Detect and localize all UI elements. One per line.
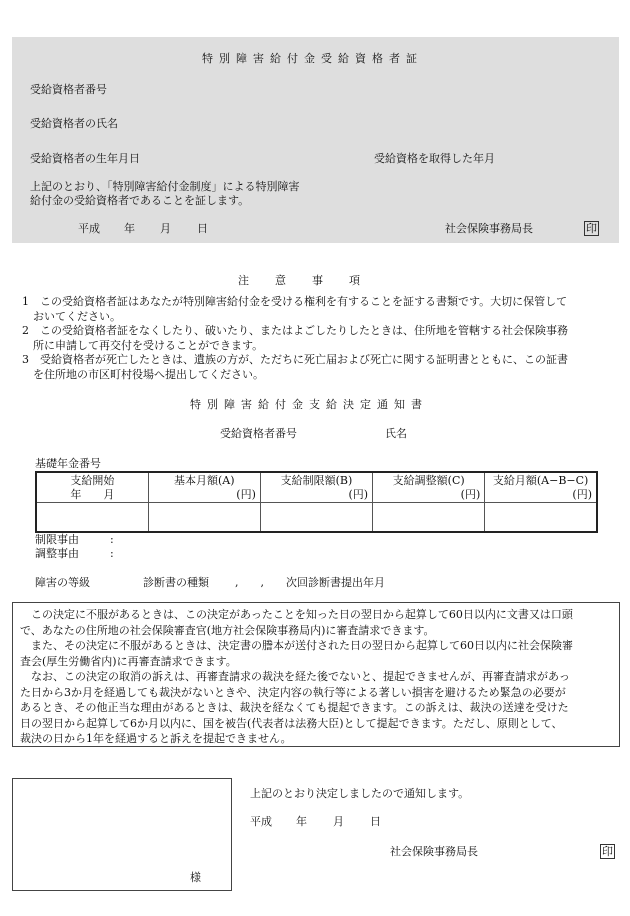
- footer-month: 月: [333, 815, 344, 828]
- appeal-line: 日の翌日から起算して6か月以内に、国を被告(代表者は法務大臣)として提起できます。ただし、原則として、: [20, 716, 563, 730]
- diagnosis-separator: , ,: [235, 576, 264, 589]
- column-basic: 基本月額(A) (円): [148, 472, 260, 503]
- colon: :: [110, 547, 114, 560]
- column-monthly: 支給月額(A−B−C) (円): [485, 472, 597, 503]
- column-restriction: 支給制限額(B) (円): [260, 472, 372, 503]
- note-line: 2 この受給資格者証をなくしたり、破いたり、またはよごしたりしたときは、住所地を管轄する社会保険事務: [22, 324, 568, 337]
- notes-title: 注意事項: [238, 274, 386, 287]
- appeal-line: なお、この決定の取消の訴えは、再審査請求の裁決を経た後でないと、提起できませんが、再審査請求があっ: [20, 670, 570, 683]
- appeal-line: 裁決の日から1年を経過すると訴えを提起できません。: [20, 732, 292, 745]
- table-row: [36, 503, 597, 532]
- appeal-line: 査会(厚生労働省内)に再審査請求できます。: [20, 654, 237, 668]
- issuer: 社会保険事務局長: [445, 222, 533, 235]
- appeal-line: また、その決定に不服があるときは、決定書の謄本が送付された日の翌日から起算して60日以内に社会保険審: [20, 639, 573, 652]
- grade-label: 障害の等級: [35, 576, 90, 589]
- note-line: 所に申請して再交付を受けることができます。: [22, 338, 264, 352]
- table-header-row: [36, 472, 597, 503]
- appeal-line: た日から3か月を経過しても裁決がないときや、決定内容の執行等による著しい損害を避けるため緊急の必要が: [20, 685, 566, 699]
- address-box: [12, 778, 232, 891]
- number-label: 受給資格者番号: [30, 83, 107, 96]
- notice-title: 特別障害給付金支給決定通知書: [190, 398, 428, 411]
- footer-year: 年: [296, 815, 307, 828]
- footer-era: 平成: [250, 815, 272, 828]
- notice-name-label: 氏名: [385, 427, 407, 440]
- certificate-title: 特別障害給付金受給資格者証: [202, 52, 423, 65]
- statement-line: 上記のとおり、「特別障害給付金制度」による特別障害: [30, 180, 300, 193]
- honorific: 様: [190, 871, 201, 884]
- notice-number-label: 受給資格者番号: [220, 427, 297, 440]
- payment-table: [35, 471, 598, 533]
- diagnosis-label: 診断書の種類: [143, 576, 209, 589]
- day: 日: [197, 222, 208, 235]
- footer-day: 日: [370, 815, 381, 828]
- birth-label: 受給資格者の生年月日: [30, 152, 140, 165]
- eligibility-certificate: [12, 37, 619, 243]
- acquired-label: 受給資格を取得した年月: [374, 152, 495, 165]
- restriction-label: 制限事由: [35, 533, 79, 546]
- colon: :: [110, 533, 114, 546]
- note-line: 1 この受給資格者証はあなたが特別障害給付金を受ける権利を有することを証する書類です。大切に保管して: [22, 295, 568, 308]
- appeal-line: で、あなたの住所地の社会保険審査官(地方社会保険事務局内)に審査請求できます。: [20, 623, 435, 637]
- note-line: 3 受給資格者が死亡したときは、遺族の方が、ただちに死亡届および死亡に関する証明書とともに、この証書: [22, 353, 568, 366]
- seal-mark: 印: [586, 222, 597, 235]
- note-line: を住所地の市区町村役場へ提出してください。: [22, 367, 264, 381]
- column-start: 支給開始 年 月: [36, 472, 148, 503]
- footer-statement: 上記のとおり決定しましたので通知します。: [250, 787, 470, 800]
- column-adjustment: 支給調整額(C) (円): [373, 472, 485, 503]
- appeal-line: この決定に不服があるときは、この決定があったことを知った日の翌日から起算して60日以内に文書又は口頭: [20, 608, 573, 621]
- statement-line: 給付金の受給資格者であることを証します。: [30, 194, 250, 207]
- year: 年: [124, 222, 135, 235]
- appeal-notice-box: [12, 602, 620, 747]
- adjustment-label: 調整事由: [35, 547, 79, 560]
- note-line: おいてください。: [22, 309, 121, 323]
- appeal-line: あるとき、その他正当な理由があるときは、裁決を経なくても提起できます。この訴えは、裁決の送達を受けた: [20, 701, 569, 714]
- notes-list: [22, 295, 568, 382]
- footer-seal-mark: 印: [602, 845, 613, 858]
- next-diagnosis-label: 次回診断書提出年月: [286, 576, 385, 589]
- era: 平成: [78, 222, 100, 235]
- month: 月: [160, 222, 171, 235]
- footer-issuer: 社会保険事務局長: [390, 845, 478, 858]
- basic-pension-label: 基礎年金番号: [35, 457, 101, 470]
- name-label: 受給資格者の氏名: [30, 117, 118, 130]
